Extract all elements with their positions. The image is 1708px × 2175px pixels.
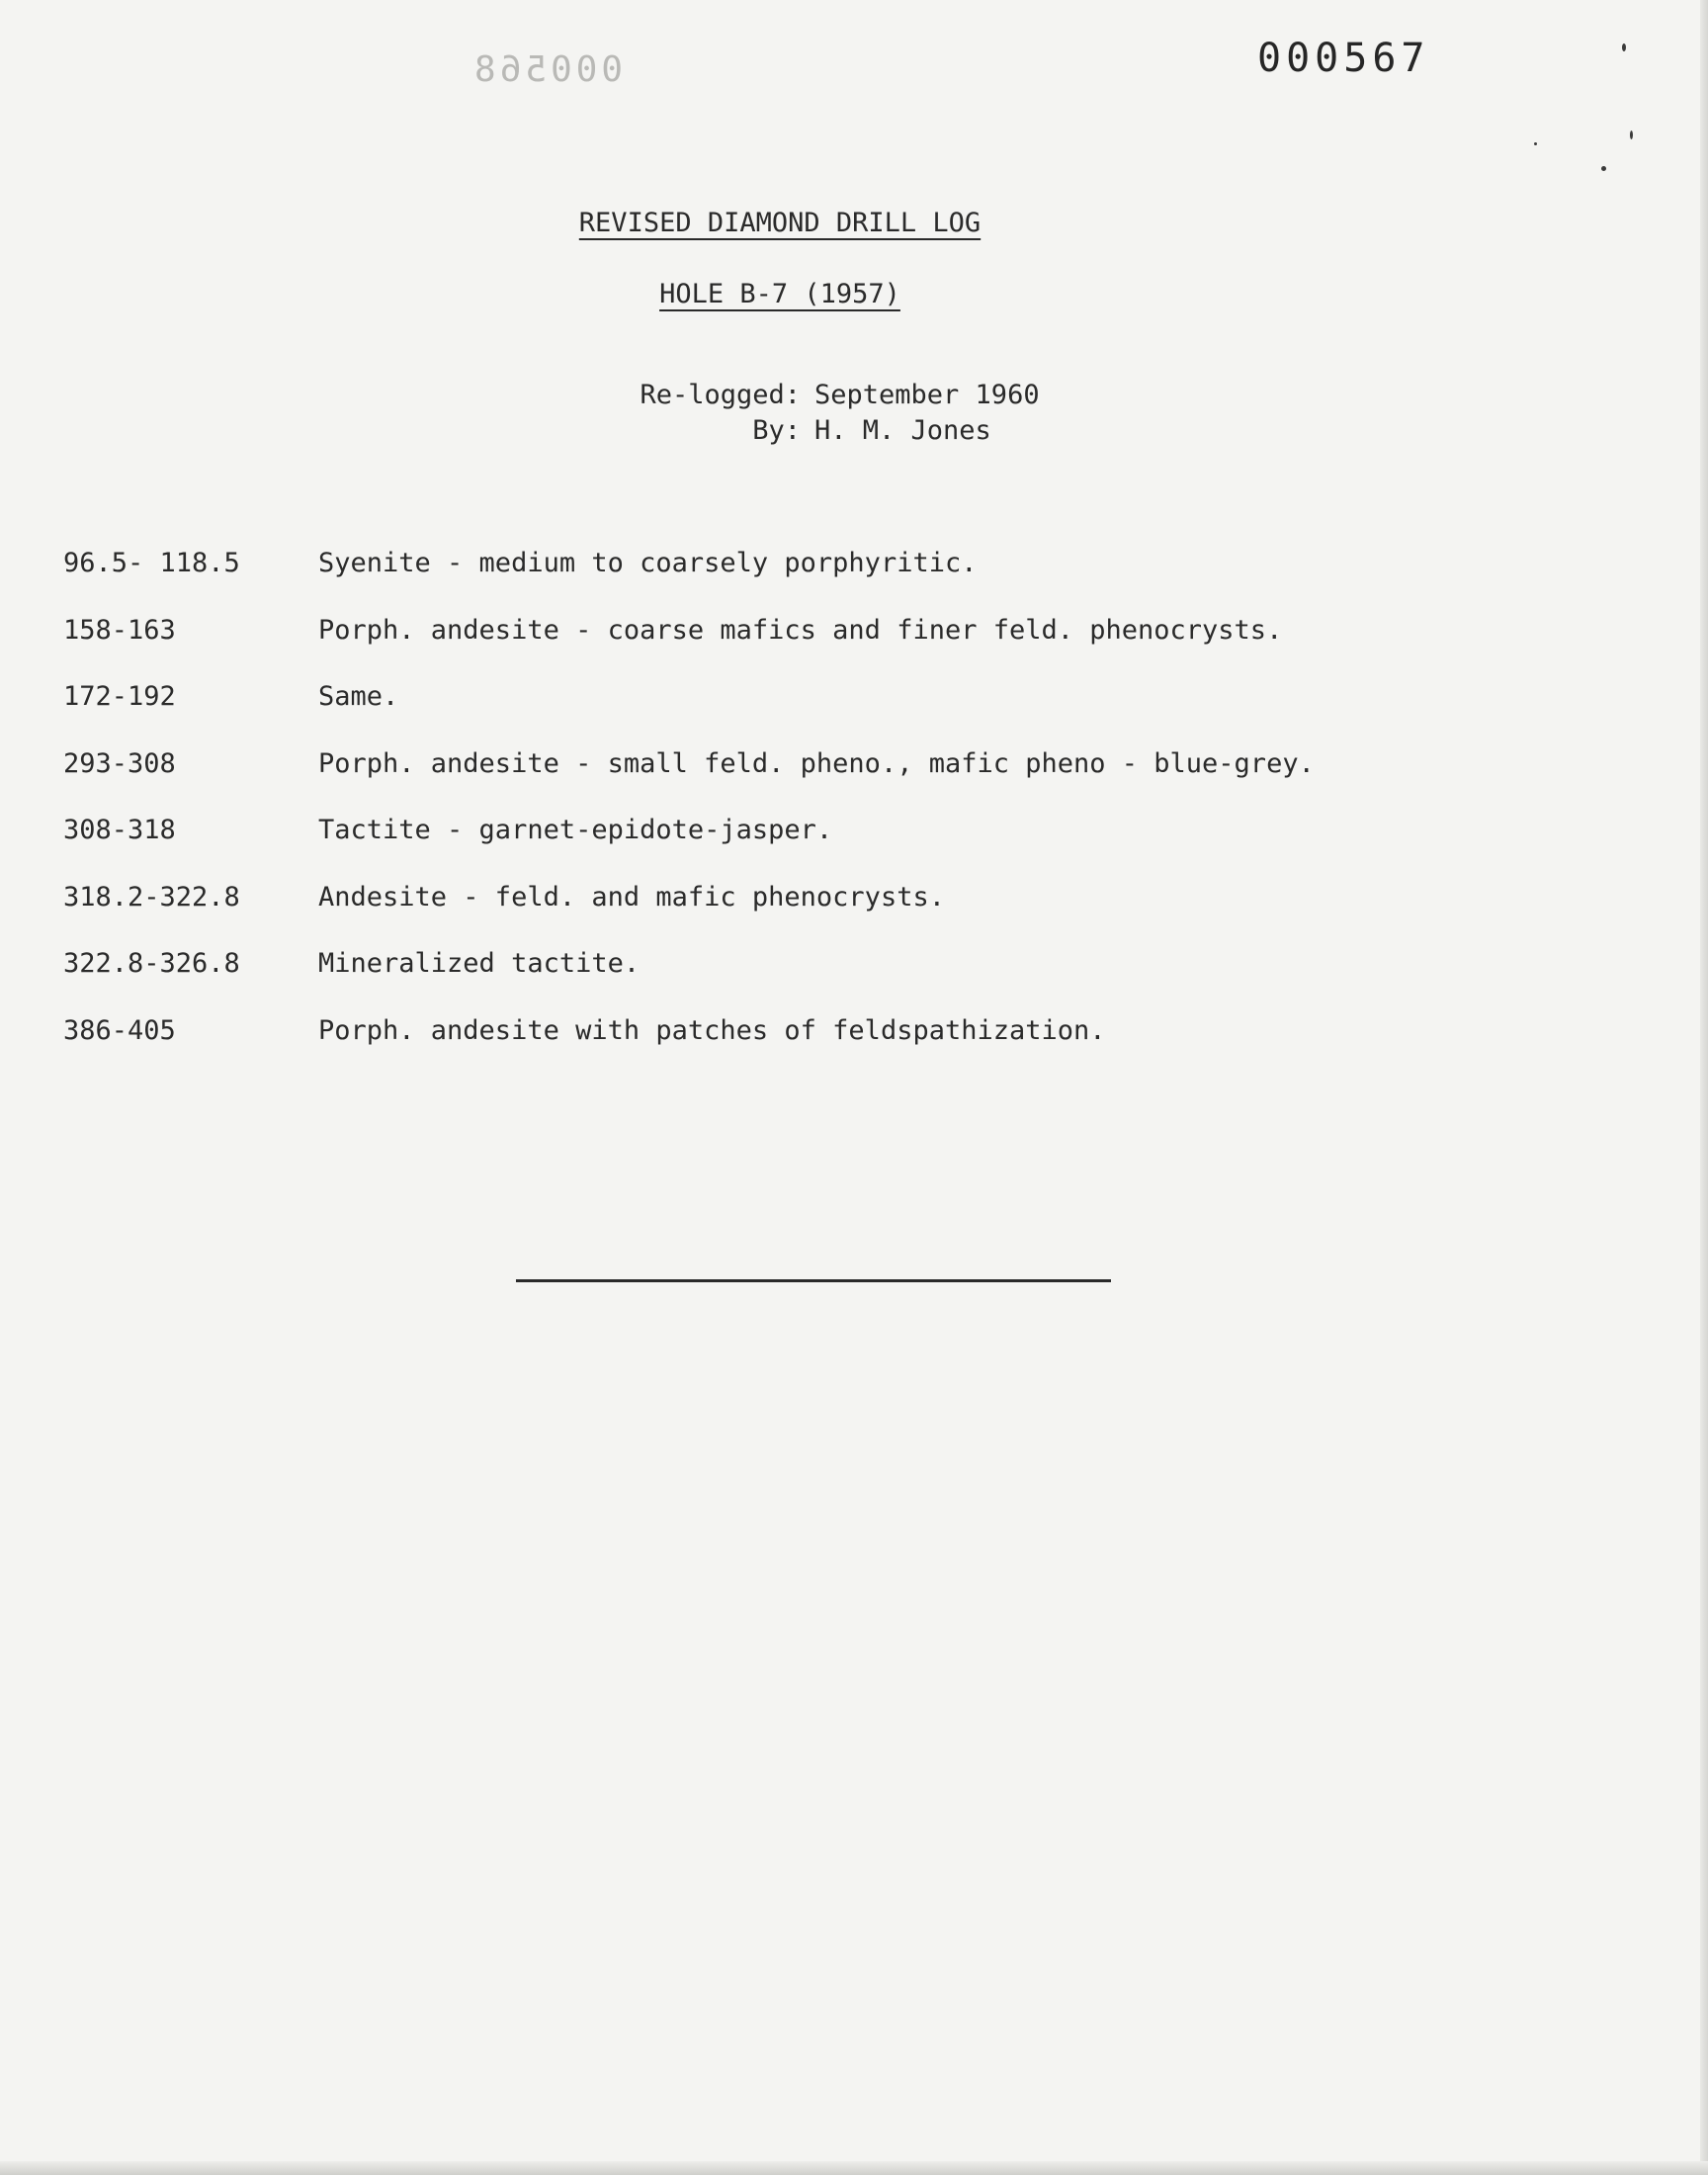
speck-mark	[1622, 44, 1626, 51]
log-entry	[63, 946, 1625, 1013]
log-depth: 172-192	[63, 681, 176, 712]
log-entry	[63, 1013, 1625, 1081]
log-description: Porph. andesite - small feld. pheno., mafic pheno - blue-grey.	[318, 747, 1315, 779]
log-description: Tactite - garnet-epidote-jasper.	[318, 815, 833, 845]
log-entry	[63, 880, 1625, 947]
relogged-row	[603, 378, 1040, 413]
by-value: H. M. Jones	[814, 415, 991, 446]
log-description: Porph. andesite with patches of feldspathization.	[318, 1014, 1106, 1046]
page-edge-right	[1700, 0, 1708, 2175]
log-description: Andesite - feld. and mafic phenocrysts.	[318, 881, 945, 913]
log-depth: 293-308	[63, 747, 176, 779]
log-depth: 96.5- 118.5	[63, 548, 240, 578]
log-entry	[63, 613, 1625, 680]
bleed-through-number: 000568	[470, 49, 624, 90]
speck-mark	[1630, 130, 1633, 139]
end-of-log-rule	[516, 1279, 1111, 1282]
log-depth: 322.8-326.8	[63, 948, 240, 979]
log-description: Same.	[318, 681, 399, 712]
log-depth: 158-163	[63, 614, 176, 646]
relog-block	[603, 378, 1040, 449]
document-number: 000567	[1257, 36, 1430, 81]
log-entry	[63, 679, 1625, 746]
drill-log-list	[63, 546, 1625, 1080]
log-depth: 386-405	[63, 1014, 176, 1046]
by-row	[603, 413, 1040, 449]
by-label: By:	[752, 415, 801, 446]
speck-mark	[1534, 142, 1537, 145]
log-description: Syenite - medium to coarsely porphyritic.	[318, 548, 978, 578]
document-title	[0, 208, 1634, 238]
log-description: Mineralized tactite.	[318, 948, 640, 979]
log-depth: 318.2-322.8	[63, 881, 240, 913]
title-text: REVISED DIAMOND DRILL LOG	[578, 208, 982, 238]
relogged-value: September 1960	[814, 380, 1040, 410]
log-entry	[63, 746, 1625, 814]
hole-text: HOLE B-7 (1957)	[659, 279, 900, 309]
log-entry	[63, 813, 1625, 880]
page-edge-bottom	[0, 2161, 1708, 2175]
speck-mark	[1601, 166, 1606, 171]
log-description: Porph. andesite - coarse mafics and finer feld. phenocrysts.	[318, 614, 1283, 646]
hole-heading	[0, 279, 1634, 309]
relogged-label: Re-logged:	[640, 380, 801, 410]
log-entry	[63, 546, 1625, 613]
log-depth: 308-318	[63, 815, 176, 845]
